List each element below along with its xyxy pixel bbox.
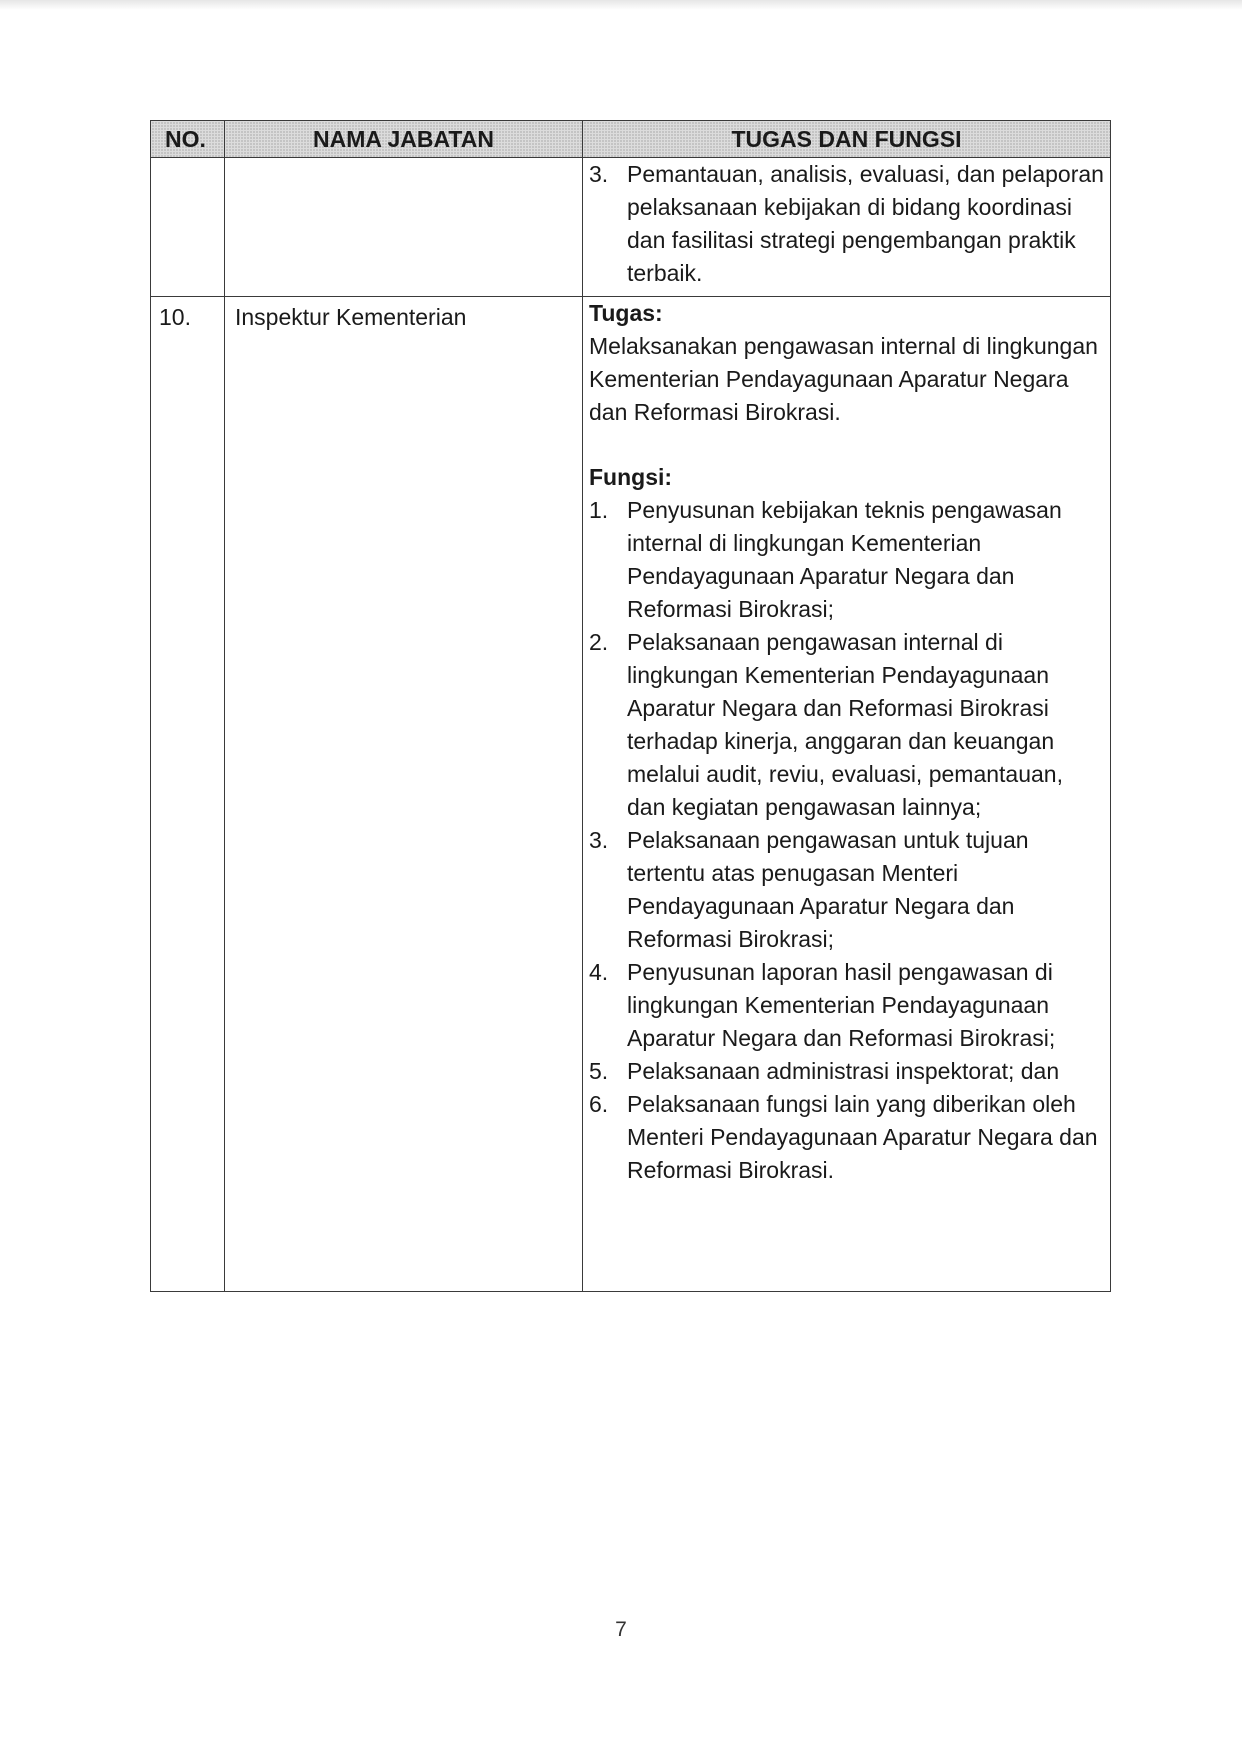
row-functions — [583, 297, 1111, 1292]
list-item — [589, 824, 1104, 956]
row-number: 10. — [151, 297, 225, 1292]
table-row-inspektur — [151, 297, 1111, 1292]
list-item — [589, 626, 1104, 824]
list-item — [589, 158, 1104, 290]
tugas-heading: Tugas: — [589, 300, 663, 326]
item-number: 5. — [589, 1058, 609, 1084]
item-number: 3. — [589, 161, 609, 187]
list-item — [589, 1055, 1104, 1088]
item-text: Penyusunan laporan hasil pengawasan di lingkungan Kementerian Pendayagunaan Aparatur Negara dan Reformasi Birokrasi; — [627, 959, 1056, 1051]
list-item — [589, 494, 1104, 626]
item-number: 4. — [589, 959, 609, 985]
item-text: Pelaksanaan pengawasan untuk tujuan tertentu atas penugasan Menteri Pendayagunaan Aparatur Negara dan Reformasi Birokrasi; — [627, 827, 1029, 952]
item-text: Pelaksanaan pengawasan internal di lingkungan Kementerian Pendayagunaan Aparatur Negara dan Reformasi Birokrasi terhadap kinerja, anggaran dan keuangan melalui audit, reviu, evaluasi, pemantauan, dan kegiatan pengawasan lainnya; — [627, 629, 1063, 820]
row-position — [225, 158, 583, 297]
table-header-row — [151, 121, 1111, 158]
row-position: Inspektur Kementerian — [225, 297, 583, 1292]
page-number: 7 — [615, 1618, 627, 1641]
scan-edge — [0, 0, 1242, 10]
continued-function-list — [589, 158, 1104, 290]
table-row-continued — [151, 158, 1111, 297]
tugas-text: Melaksanakan pengawasan internal di lingkungan Kementerian Pendayagunaan Aparatur Negara dan Reformasi Birokrasi. — [589, 333, 1098, 425]
item-number: 6. — [589, 1091, 609, 1117]
header-no: NO. — [151, 121, 225, 158]
functions-table — [150, 120, 1111, 1292]
fungsi-heading: Fungsi: — [589, 464, 673, 490]
item-number: 3. — [589, 827, 609, 853]
section-spacer — [589, 429, 1104, 461]
header-position-name: NAMA JABATAN — [225, 121, 583, 158]
list-item — [589, 956, 1104, 1055]
row-number — [151, 158, 225, 297]
list-item — [589, 1088, 1104, 1187]
item-text: Pelaksanaan administrasi inspektorat; dan — [627, 1058, 1060, 1084]
row-functions — [583, 158, 1111, 297]
item-text: Pemantauan, analisis, evaluasi, dan pelaporan pelaksanaan kebijakan di bidang koordinasi dan fasilitasi strategi pengembangan praktik terbaik. — [627, 161, 1104, 286]
item-number: 2. — [589, 629, 609, 655]
item-text: Pelaksanaan fungsi lain yang diberikan oleh Menteri Pendayagunaan Aparatur Negara dan Reformasi Birokrasi. — [627, 1091, 1098, 1183]
item-number: 1. — [589, 497, 609, 523]
fungsi-list — [589, 494, 1104, 1187]
item-text: Penyusunan kebijakan teknis pengawasan internal di lingkungan Kementerian Pendayagunaan Aparatur Negara dan Reformasi Birokrasi; — [627, 497, 1062, 622]
header-tasks-functions: TUGAS DAN FUNGSI — [583, 121, 1111, 158]
